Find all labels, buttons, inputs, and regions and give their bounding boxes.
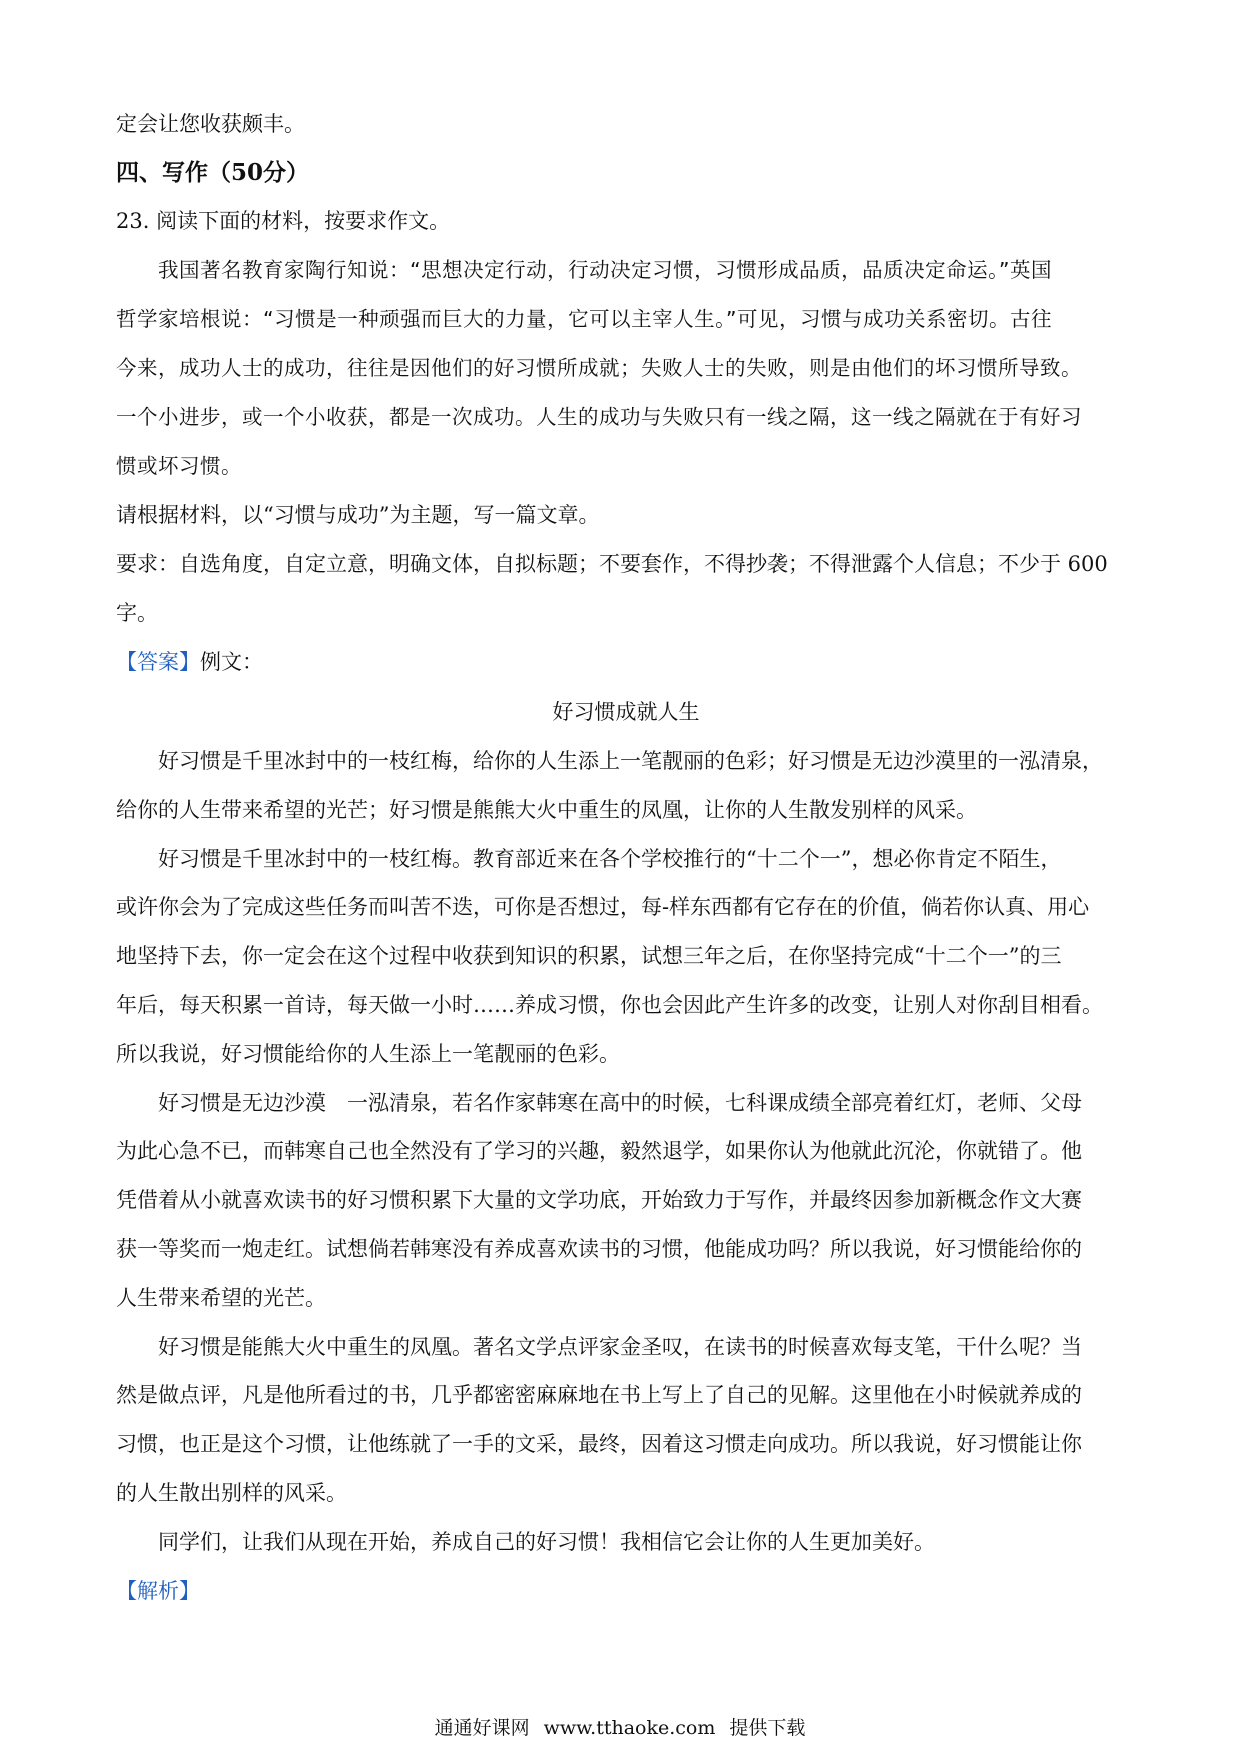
essay-line: 为此心急不已，而韩寒自己也全然没有了学习的兴趣，毅然退学，如果你认为他就此沉沦，你就错了。他	[116, 1139, 1082, 1164]
essay-line: 好习惯是无边沙漠 一泓清泉，若名作家韩寒在高中的时候，七科课成绩全部亮着红灯，老师、父母	[158, 1090, 1082, 1115]
essay-line: 或许你会为了完成这些任务而叫苦不迭，可你是否想过，每-样东西都有它存在的价值，倘若你认真、用心	[116, 895, 1090, 920]
answer-label	[116, 638, 1136, 687]
page-footer	[0, 1714, 1240, 1742]
requirements-line: 字。	[116, 601, 158, 625]
essay-line: 人生带来希望的光芒。	[116, 1285, 326, 1310]
answer-tag: 【答案】	[116, 650, 200, 674]
footer-site-name: 通通好课网	[434, 1717, 530, 1739]
essay-line: 地坚持下去，你一定会在这个过程中收获到知识的积累，试想三年之后，在你坚持完成“十二个一”的三	[116, 944, 1062, 969]
essay-title: 好习惯成就人生	[552, 700, 700, 724]
footer-suffix: 提供下载	[729, 1717, 806, 1739]
question-stem: 23. 阅读下面的材料，按要求作文。	[116, 209, 451, 233]
continuation-text: 定会让您收获颇丰。	[116, 112, 305, 136]
essay-paragraph	[116, 835, 1136, 1079]
essay-paragraph	[116, 1518, 1136, 1567]
writing-instruction: 请根据材料，以“习惯与成功”为主题，写一篇文章。	[116, 503, 600, 527]
requirements-line: 要求：自选角度，自定立意，明确文体，自拟标题；不要套作，不得抄袭；不得泄露个人信息；不少于 600	[116, 552, 1108, 576]
essay-line: 的人生散出别样的风采。	[116, 1480, 347, 1505]
essay-line: 年后，每天积累一首诗，每天做一小时……养成习惯，你也会因此产生许多的改变，让别人对你刮目相看。	[116, 992, 1103, 1017]
essay-line: 凭借着从小就喜欢读书的好习惯积累下大量的文学功底，开始致力于写作，并最终因参加新概念作文大赛	[116, 1188, 1082, 1213]
essay-line: 习惯，也正是这个习惯，让他练就了一手的文采，最终，因着这习惯走向成功。所以我说，好习惯能让你	[116, 1432, 1082, 1457]
material-block	[116, 246, 1136, 491]
essay-line: 给你的人生带来希望的光芒；好习惯是熊熊大火中重生的凤凰，让你的人生散发别样的风采。	[116, 797, 977, 822]
essay-paragraph	[116, 1323, 1136, 1518]
material-line: 一个小进步，或一个小收获，都是一次成功。人生的成功与失败只有一线之隔，这一线之隔就在于有好习	[116, 405, 1082, 429]
essay-line: 然是做点评，凡是他所看过的书，几乎都密密麻麻地在书上写上了自己的见解。这里他在小时候就养成的	[116, 1383, 1082, 1408]
essay-line: 好习惯是千里冰封中的一枝红梅，给你的人生添上一笔靓丽的色彩；好习惯是无边沙漠里的一泓清泉，	[158, 749, 1103, 773]
material-line: 今来，成功人士的成功，往往是因他们的好习惯所成就；失败人士的失败，则是由他们的坏习惯所导致。	[116, 356, 1082, 380]
essay-paragraph	[116, 1079, 1136, 1323]
footer-url[interactable]: www.tthaoke.com	[543, 1717, 716, 1739]
material-line: 我国著名教育家陶行知说：“思想决定行动，行动决定习惯，习惯形成品质，品质决定命运。”英国	[158, 258, 1052, 282]
essay-line: 获一等奖而一炮走红。试想倘若韩寒没有养成喜欢读书的习惯，他能成功吗？所以我说，好习惯能给你的	[116, 1236, 1082, 1261]
analysis-tag: 【解析】	[116, 1578, 200, 1603]
page-content	[116, 100, 1136, 1616]
section-heading: 四、写作（50分）	[116, 159, 310, 186]
essay-line: 好习惯是能熊大火中重生的凤凰。著名文学点评家金圣叹，在读书的时候喜欢每支笔，干什么呢？当	[158, 1334, 1082, 1359]
essay-paragraph	[116, 737, 1136, 835]
essay-line: 所以我说，好习惯能给你的人生添上一笔靓丽的色彩。	[116, 1041, 620, 1066]
essay-line: 好习惯是千里冰封中的一枝红梅。教育部近来在各个学校推行的“十二个一”，想必你肯定不陌生，	[158, 846, 1062, 871]
answer-prefix: 例文：	[200, 650, 263, 674]
essay-line: 同学们，让我们从现在开始，养成自己的好习惯！我相信它会让你的人生更加美好。	[158, 1529, 935, 1554]
material-line: 哲学家培根说：“习惯是一种顽强而巨大的力量，它可以主宰人生。”可见，习惯与成功关系密切。古往	[116, 307, 1052, 331]
material-line: 惯或坏习惯。	[116, 454, 242, 478]
